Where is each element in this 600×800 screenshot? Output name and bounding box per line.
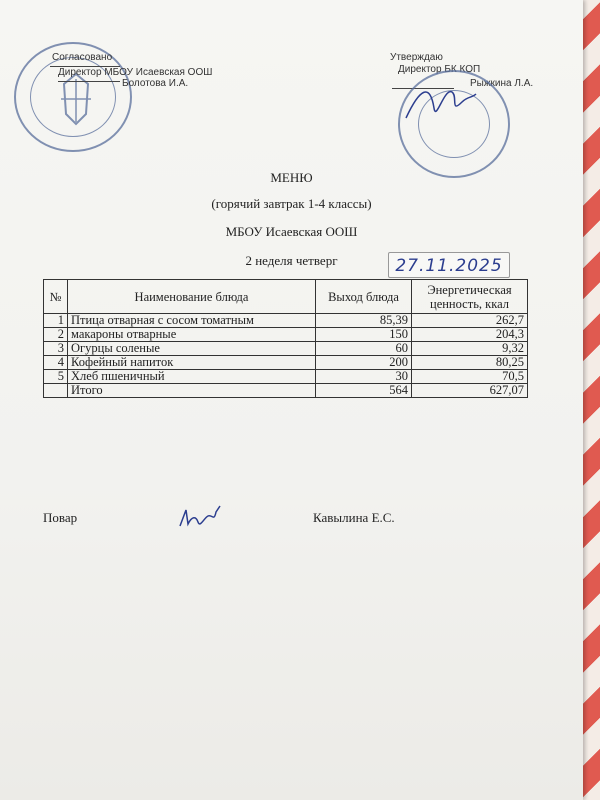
cook-role: Повар — [43, 510, 78, 525]
col-yield: Выход блюда — [316, 280, 412, 314]
date-label: 27.11.2025 — [388, 252, 510, 278]
menu-table — [43, 279, 528, 398]
table-row: 3 Огурцы соленые 60 9,32 — [44, 342, 528, 356]
right-approval-name: Рыжкина Л.А. — [470, 78, 534, 89]
table-row: 4 Кофейный напиток 200 80,25 — [44, 356, 528, 370]
table-total-row: Итого 564 627,07 — [44, 384, 528, 398]
table-header-row — [44, 280, 528, 314]
right-approval-position: Директор БК КОП — [398, 64, 481, 75]
cook-name: Кавылина Е.С. — [313, 510, 395, 525]
table-row: 5 Хлеб пшеничный 30 70,5 — [44, 370, 528, 384]
left-signature-line — [58, 81, 120, 82]
left-approval-position: Директор МБОУ Исаевская ООШ — [58, 67, 213, 78]
menu-subtitle: (горячий завтрак 1-4 классы) — [211, 196, 372, 211]
table-row: 2 макароны отварные 150 204,3 — [44, 328, 528, 342]
menu-title: МЕНЮ — [270, 170, 313, 185]
col-dish-name: Наименование блюда — [68, 280, 316, 314]
week-day: 2 неделя четверг — [245, 253, 338, 268]
table-row: 1 Птица отварная с сосом томатным 85,39 262,7 — [44, 314, 528, 328]
left-approval-label: Согласовано — [52, 52, 113, 63]
col-energy: Энергетическая ценность, ккал — [412, 280, 528, 314]
school-name: МБОУ Исаевская ООШ — [225, 224, 358, 239]
col-number: № — [44, 280, 68, 314]
cook-signature-icon — [176, 502, 226, 532]
left-approval-name: Болотова И.А. — [122, 78, 189, 89]
right-signature-icon — [400, 78, 480, 128]
right-approval-label: Утверждаю — [390, 52, 443, 63]
